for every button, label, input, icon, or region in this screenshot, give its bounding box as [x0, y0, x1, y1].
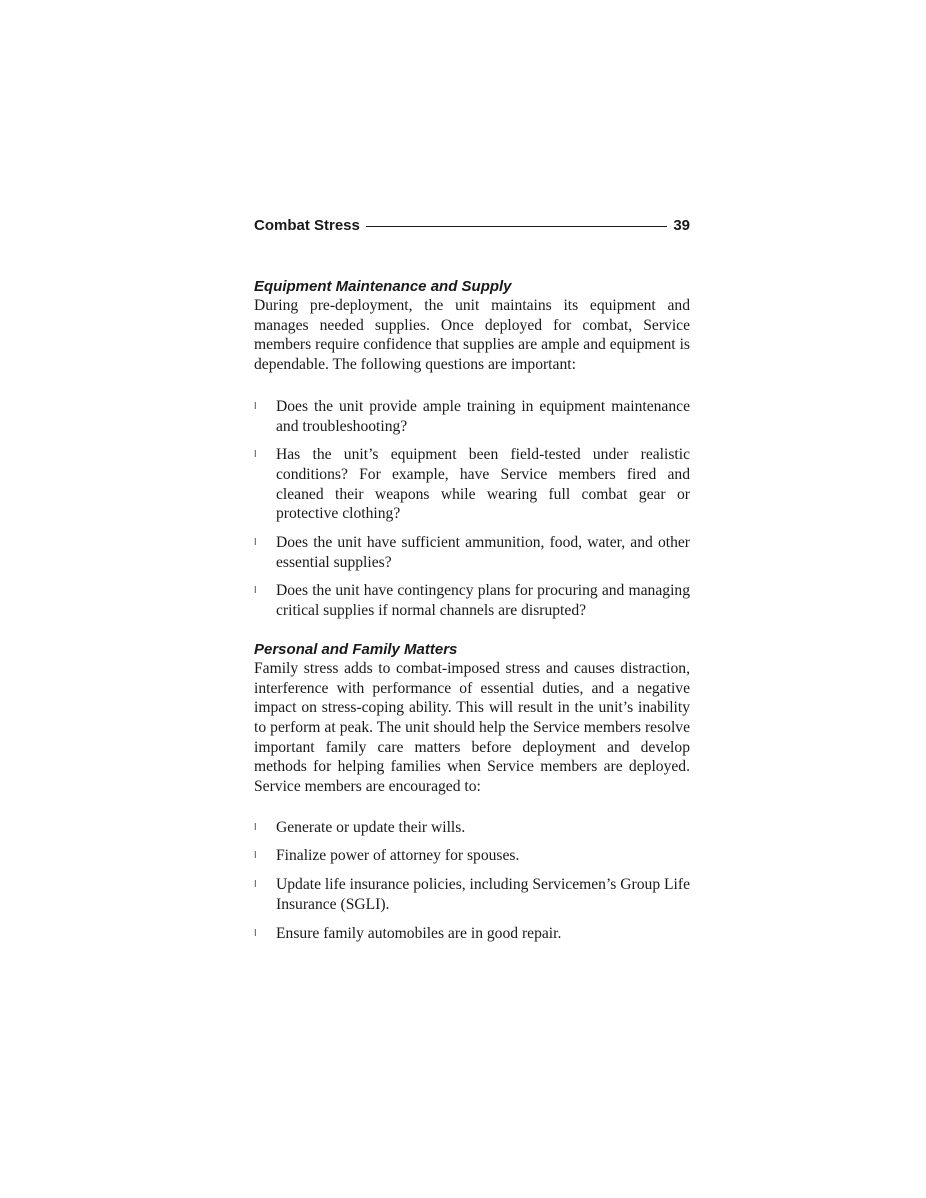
document-page — [254, 216, 690, 952]
list-item-text: Finalize power of attorney for spouses. — [276, 847, 520, 865]
list-item — [254, 924, 690, 944]
bullet-marker: l — [254, 928, 257, 939]
section-heading-equipment: Equipment Maintenance and Supply — [254, 278, 512, 295]
list-item — [254, 581, 690, 620]
running-header-title: Combat Stress — [254, 217, 360, 234]
list-item — [254, 846, 690, 866]
list-item-text: Does the unit have sufficient ammunition, food, water, and other essential supplies? — [276, 534, 690, 571]
list-item — [254, 533, 690, 572]
list-item — [254, 445, 690, 524]
running-header — [254, 216, 690, 236]
list-item-text: Has the unit’s equipment been field-tested under realistic conditions? For example, have Service members fired and cleaned their weapons while wearing full combat gear or protective clothing? — [276, 446, 690, 523]
page-number: 39 — [673, 217, 690, 234]
bullet-marker: l — [254, 538, 257, 549]
header-rule — [366, 226, 667, 227]
list-item — [254, 875, 690, 914]
list-item — [254, 818, 690, 838]
list-item-text: Ensure family automobiles are in good repair. — [276, 924, 562, 942]
list-item-text: Does the unit have contingency plans for procuring and managing critical supplies if normal channels are disrupted? — [276, 582, 690, 620]
section-paragraph-family: Family stress adds to combat-imposed stress and causes distraction, interference with performance of essential duties, and a negative impact on stress-coping ability. This will result in the unit’s inability to perform at peak. The unit should help the Service members resolve important family care matters before deployment and develop methods for helping families when Service members are deployed. Service members are encouraged to: — [254, 659, 690, 796]
list-item-text: Update life insurance policies, including Servicemen’s Group Life Insurance (SGLI). — [276, 876, 690, 913]
section-paragraph-equipment: During pre-deployment, the unit maintains its equipment and manages needed supplies. Once deployed for combat, Service members require confidence that supplies are ample and equipment is dependable. The following questions are important: — [254, 297, 690, 374]
bullet-marker: l — [254, 401, 257, 412]
bullet-list-equipment — [254, 397, 690, 621]
bullet-marker: l — [254, 586, 257, 597]
section-heading-family: Personal and Family Matters — [254, 640, 458, 658]
bullet-list-family — [254, 818, 690, 944]
bullet-marker: l — [254, 822, 257, 833]
list-item-text: Generate or update their wills. — [276, 818, 466, 836]
bullet-marker: l — [254, 880, 257, 891]
bullet-marker: l — [254, 851, 257, 862]
list-item-text: Does the unit provide ample training in equipment maintenance and troubleshooting? — [276, 397, 690, 435]
bullet-marker: l — [254, 450, 257, 461]
list-item — [254, 397, 690, 436]
